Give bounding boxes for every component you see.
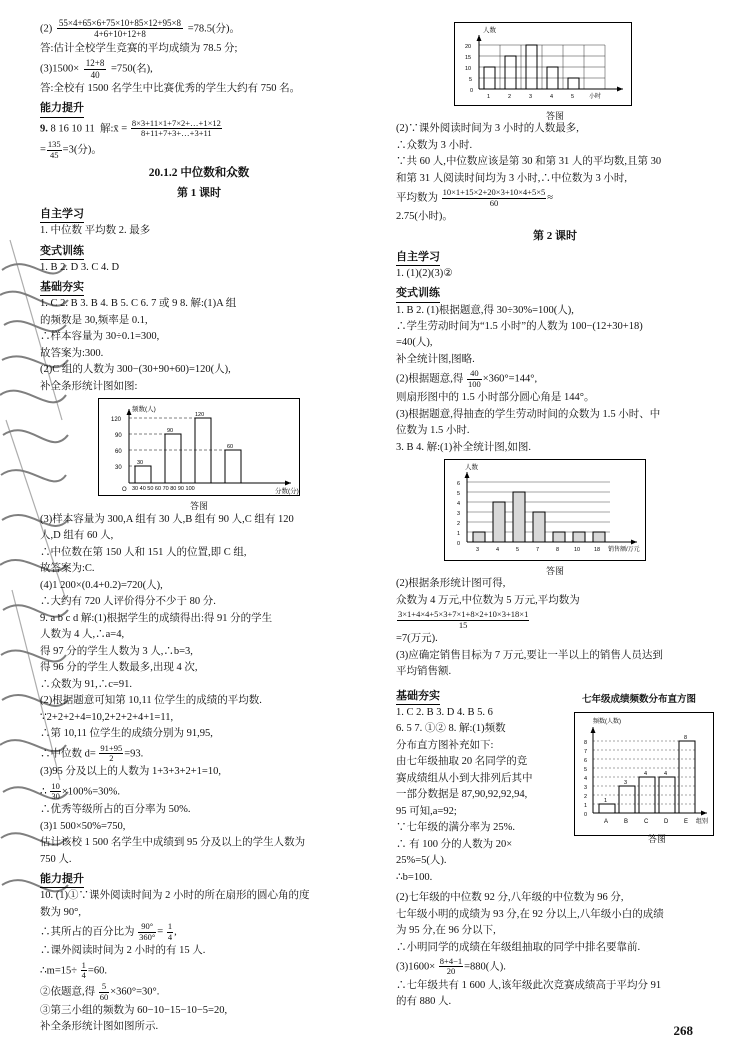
fraction-denominator: 30 <box>51 791 60 802</box>
svg-text:15: 15 <box>465 55 472 61</box>
right-column <box>396 18 714 1018</box>
right-drill-heading <box>396 283 714 303</box>
final-tail: =880(人). <box>464 961 506 973</box>
top-bar-chart <box>454 22 632 106</box>
right-base-2j: ∴b=100. <box>396 871 433 883</box>
right-drill-1b: ∴学生劳动时间为“1.5 小时”的人数为 100−(12+30+18) <box>396 321 643 332</box>
svg-text:1: 1 <box>457 531 461 538</box>
final-fraction <box>439 957 463 977</box>
fraction-numerator: 55×4+65×6+75×10+85×12+95×8 <box>58 18 182 28</box>
base-answer-9c: 得 97 分的学生人数为 3 人,∴b=3, <box>40 645 193 657</box>
percent-lead: ∴ <box>40 785 47 797</box>
svg-text:5: 5 <box>571 94 575 100</box>
fraction-numerator: 1 <box>81 959 86 970</box>
svg-text:0: 0 <box>457 541 461 548</box>
angle2-fraction <box>467 369 482 389</box>
base-answer-3d: 故答案为:C. <box>40 563 95 575</box>
right-self-study-heading <box>396 247 714 267</box>
problem-3-lead: 1500× <box>52 63 80 75</box>
angle-lead: ②依题意,得 <box>40 986 96 998</box>
self-study-answer-1: 1. 中位数 平均数 2. 最多 <box>40 225 151 237</box>
right-q2d: 和第 31 人阅读时间均为 3 小时,∴中位数为 3 小时, <box>396 172 627 184</box>
base-answer-10c <box>40 922 358 942</box>
fraction-denominator: 60 <box>99 991 109 1002</box>
base-answer-1b: 的频数是 30,频率是 0.1, <box>40 314 148 326</box>
svg-text:6: 6 <box>584 757 588 764</box>
right-base-2h: ∴ 有 100 分的人数为 20× <box>396 838 513 850</box>
svg-text:4: 4 <box>664 770 668 777</box>
svg-text:5: 5 <box>457 491 461 498</box>
base-answer-9h: ∴第 10,11 位学生的成绩分别为 91,95, <box>40 728 213 740</box>
svg-text:B: B <box>624 818 629 825</box>
problem-2-fraction <box>57 18 183 40</box>
fraction-numerator: 90° <box>138 922 156 932</box>
svg-text:0: 0 <box>584 811 588 818</box>
median-lead: ∴中位数 d= <box>40 747 96 759</box>
fraction-denominator: 15 <box>458 619 468 630</box>
fraction-numerator: 1 <box>167 921 173 932</box>
right-base-2b: 分布直方图补充如下: <box>396 739 494 751</box>
base-answer-9l: ∴优秀等级所占的百分率为 50%. <box>40 804 191 816</box>
base-answer-1e: (2)C 组的人数为 300−(30+90+60)=120(人), <box>40 364 231 376</box>
m-lead: ∴m=15÷ <box>40 964 78 976</box>
base-answer-9e: ∴众数为 91,∴c=91. <box>40 678 132 690</box>
problem-9-result-tail: =3(分)。 <box>62 144 102 156</box>
base-answer-9i <box>40 744 358 764</box>
svg-text:1: 1 <box>487 94 491 100</box>
problem-9-result-fraction <box>47 140 62 160</box>
top-bar-chart-svg <box>455 23 631 105</box>
fraction-numerator: 8+4−1 <box>439 956 463 967</box>
base-answer-10g: ③第三小组的频数为 60−10−15−10−5=20, <box>40 1004 228 1016</box>
svg-text:30 40 50 60 70 80 90 100: 30 40 50 60 70 80 90 100 <box>132 486 195 493</box>
svg-text:7: 7 <box>584 748 588 755</box>
svg-text:30: 30 <box>137 460 144 467</box>
svg-text:2: 2 <box>508 94 512 100</box>
mid-bar-chart-svg <box>445 460 645 560</box>
m-fraction <box>81 961 87 981</box>
base-answer-1c: ∴样本容量为 30÷0.1=300, <box>40 331 160 343</box>
right-base-2f: 95 可知,a=92; <box>396 805 457 817</box>
bottom-histogram <box>574 712 714 836</box>
problem-2-label: (2) <box>40 23 53 35</box>
percent-tail: ×100%=30%. <box>61 785 121 797</box>
svg-text:O: O <box>122 487 127 494</box>
median-tail: =93. <box>124 747 144 759</box>
right-base-2d: 赛成绩组从小到大排列后其中 <box>396 772 533 784</box>
right-drill-2 <box>396 369 714 389</box>
right-base-3: (2)七年级的中位数 92 分,八年级的中位数为 96 分, <box>396 892 624 904</box>
angle2-lead: (2)根据题意,得 <box>396 373 464 385</box>
svg-text:销售额/万元: 销售额/万元 <box>608 547 640 554</box>
problem-2-result: =78.5(分)。 <box>187 23 240 35</box>
svg-text:8: 8 <box>684 734 688 741</box>
fraction-denominator: 45 <box>50 149 59 160</box>
problem-2 <box>40 18 358 40</box>
base-answer-9b: 人数为 4 人,∴a=4, <box>40 629 125 641</box>
problem-2-answer: 答:估计全校学生竞赛的平均成绩为 78.5 分; <box>40 42 238 54</box>
fraction-numerator: 91+95 <box>100 742 123 753</box>
svg-text:E: E <box>684 818 689 825</box>
right-drill-2d: 位数为 1.5 小时. <box>396 425 470 437</box>
svg-text:7: 7 <box>536 547 540 554</box>
fraction-denominator: 8+11+7+3+…+3+11 <box>141 127 212 138</box>
base-label-right: 基础夯实 <box>396 689 440 705</box>
right-q2c: ∵共 60 人,中位数应该是第 30 和第 31 人的平均数,且第 30 <box>396 156 662 168</box>
fraction-denominator: 40 <box>90 69 100 80</box>
bottom-histogram-svg <box>575 713 713 835</box>
base-answer-9j: (3)95 分及以上的人数为 1+3+3+2+1=10, <box>40 766 221 778</box>
base-answer-1a: 1. C 2. B 3. B 4. B 5. C 6. 7 或 9 8. 解:(1)A 组 <box>40 298 237 310</box>
right-drill-1d: 补全统计图,图略. <box>396 353 475 365</box>
chapter-title: 20.1.2 中位数和众数 <box>148 166 250 179</box>
base-heading-1 <box>40 277 358 297</box>
bottom-figure-caption: 答图 <box>647 833 666 844</box>
svg-text:4: 4 <box>550 94 554 100</box>
right-base-1: 1. C 2. B 3. D 4. B 5. 6 <box>396 706 493 718</box>
right-drill-1c: =40(人), <box>396 337 433 349</box>
svg-text:5: 5 <box>469 77 473 83</box>
fraction-numerator: 5 <box>99 982 110 992</box>
left-bar-chart-svg <box>99 399 299 495</box>
right-base-2i: 25%=5(人). <box>396 855 447 867</box>
svg-text:2: 2 <box>584 793 588 800</box>
base-answer-3b: 人,D 组有 60 人, <box>40 530 114 542</box>
self-study-label: 自主学习 <box>40 207 84 223</box>
ability-heading-1 <box>40 98 358 118</box>
problem-3-answer: 答:全校有 1500 名学生中比赛优秀的学生大约有 750 名。 <box>40 82 301 94</box>
svg-text:30: 30 <box>115 465 122 472</box>
right-base-3e <box>396 957 714 977</box>
self-study-label-right: 自主学习 <box>396 250 440 266</box>
base-answer-1f: 补全条形统计图如图: <box>40 380 138 392</box>
fraction-denominator: 20 <box>446 966 456 977</box>
final-lead: (3)1600× <box>396 961 436 973</box>
mean-lead: 平均数为 <box>396 192 438 204</box>
right-m2b: 众数为 4 万元,中位数为 5 万元,平均数为 <box>396 594 580 606</box>
svg-text:10: 10 <box>465 66 472 72</box>
fraction-denominator: 4+6+10+12+8 <box>94 29 146 40</box>
svg-text:18: 18 <box>594 547 601 554</box>
base-answer-9o: 750 人. <box>40 853 72 865</box>
svg-text:A: A <box>604 818 609 825</box>
problem-9-fraction <box>131 119 222 139</box>
base-answer-9n: 估计该校 1 500 名学生中成绩到 95 分及以上的学生人数为 <box>40 837 306 849</box>
svg-text:2: 2 <box>457 521 461 528</box>
svg-text:20: 20 <box>465 44 472 50</box>
svg-text:频数(人): 频数(人) <box>132 406 156 414</box>
svg-text:3: 3 <box>624 779 628 786</box>
drill-heading-1 <box>40 241 358 261</box>
problem-3 <box>40 58 358 80</box>
lesson-2-title: 第 2 课时 <box>533 229 577 242</box>
fraction-numerator: 10×1+15×2+20×3+10×4+5×5 <box>442 187 546 198</box>
ratio-tail: , <box>174 926 177 938</box>
base-answer-10d: ∴课外阅读时间为 2 小时的有 15 人. <box>40 945 206 957</box>
base-answer-9a: 9. a b c d 解:(1)根据学生的成绩得出:得 91 分的学生 <box>40 612 273 624</box>
fraction-numerator: 3×1+4×4+5×3+7×1+8×2+10×3+18×1 <box>398 609 529 620</box>
percent-fraction <box>50 782 61 802</box>
svg-text:60: 60 <box>115 449 122 456</box>
drill-label-right: 变式训练 <box>396 286 440 302</box>
right-q2e <box>396 188 714 208</box>
self-study-heading-1 <box>40 204 358 224</box>
median-fraction <box>99 744 123 764</box>
angle-fraction <box>99 982 110 1002</box>
svg-text:6: 6 <box>457 481 461 488</box>
problem-9-values: 8 16 10 11 <box>50 122 95 134</box>
right-base-2g: ∵七年级的满分率为 25%. <box>396 822 515 834</box>
svg-text:90: 90 <box>167 428 174 435</box>
m-tail: =60. <box>87 964 107 976</box>
ratio-equals: = <box>157 926 164 938</box>
svg-text:4: 4 <box>457 501 461 508</box>
problem-9 <box>40 119 358 139</box>
right-base-2: 6. 5 7. ①② 8. 解:(1)频数 <box>396 723 506 735</box>
svg-text:1: 1 <box>604 797 608 804</box>
svg-text:4: 4 <box>496 547 500 554</box>
fraction-denominator: 60 <box>489 197 499 208</box>
problem-9-label: 9. <box>40 122 48 134</box>
mean2-fraction <box>397 610 529 630</box>
fraction-denominator: 4 <box>167 931 173 942</box>
svg-text:0: 0 <box>470 88 474 94</box>
page-number: 268 <box>673 1023 693 1038</box>
right-m2c <box>396 610 714 630</box>
base-answer-9d: 得 96 分的学生人数最多,出现 4 次, <box>40 662 198 674</box>
svg-text:10: 10 <box>574 547 581 554</box>
right-q2a: (2)∵课外阅读时间为 3 小时的人数最多, <box>396 123 579 135</box>
ability-heading-label-2: 能力提升 <box>40 872 84 888</box>
svg-text:3: 3 <box>476 547 480 554</box>
base-answer-10h: 补全条形统计图如图所示. <box>40 1021 159 1033</box>
right-base-3d: ∴小明同学的成绩在年级组抽取的同学中排名要靠前. <box>396 941 641 953</box>
fraction-denominator: 2 <box>109 752 114 763</box>
base-answer-10e <box>40 961 358 981</box>
svg-text:D: D <box>664 818 669 825</box>
svg-text:1: 1 <box>584 802 588 809</box>
lesson-1-title: 第 1 课时 <box>177 186 221 199</box>
right-m2a: (2)根据条形统计图可得, <box>396 578 506 590</box>
svg-text:人数: 人数 <box>483 27 496 34</box>
right-base-3b: 七年级小明的成绩为 93 分,在 92 分以上,八年级小白的成绩 <box>396 908 664 920</box>
svg-text:频数(人数): 频数(人数) <box>593 718 621 725</box>
angle2-tail: ×360°=144°, <box>482 373 538 385</box>
right-q2f: 2.75(小时)。 <box>396 211 453 223</box>
svg-text:5: 5 <box>516 547 520 554</box>
base-answer-3e: (4)1 200×(0.4+0.2)=720(人), <box>40 579 163 591</box>
svg-text:60: 60 <box>227 444 234 451</box>
svg-text:120: 120 <box>111 417 122 424</box>
ratio-lead: ∴其所占的百分比为 <box>40 926 135 938</box>
drill-label: 变式训练 <box>40 244 84 260</box>
fraction-denominator: 100 <box>468 378 481 389</box>
base-answer-3f: ∴大约有 720 人评价得分不少于 80 分. <box>40 596 216 608</box>
base-answer-3a: (3)样本容量为 300,A 组有 30 人,B 组有 90 人,C 组有 120 <box>40 513 294 525</box>
right-drill-2b: 则扇形图中的 1.5 小时部分圆心角是 144°。 <box>396 392 595 404</box>
base-answer-3c: ∴中位数在第 150 人和 151 人的位置,即 C 组, <box>40 546 247 558</box>
angle-tail: ×360°=30°. <box>110 986 160 998</box>
mid-bar-chart <box>444 459 646 561</box>
right-drill-2c: (3)根据题意,得抽查的学生劳动时间的众数为 1.5 小时、中 <box>396 408 661 420</box>
svg-text:4: 4 <box>584 775 588 782</box>
ability-heading-label: 能力提升 <box>40 101 84 117</box>
bottom-figure-title: 七年级成绩频数分布直方图 <box>581 694 696 705</box>
svg-text:3: 3 <box>457 511 461 518</box>
fraction-numerator: 12+8 <box>85 58 105 69</box>
right-drill-3: 3. B 4. 解:(1)补全统计图,如图. <box>396 441 532 453</box>
right-base-3f: ∴七年级共有 1 600 人,该年级此次竞赛成绩高于平均分 91 <box>396 979 662 991</box>
right-base-2c: 由七年级抽取 20 名同学的竞 <box>396 756 528 768</box>
fraction-numerator: 40 <box>467 369 482 379</box>
svg-text:人数: 人数 <box>465 464 478 472</box>
fraction-numerator: 135 <box>47 139 61 150</box>
base-answer-10a: 10. (1)①∵课外阅读时间为 2 小时的所在扇形的圆心角的度 <box>40 890 310 902</box>
right-m2e: (3)应确定销售目标为 7 万元,要让一半以上的销售人员达到 <box>396 649 663 661</box>
svg-text:3: 3 <box>584 784 588 791</box>
ratio-fraction-2 <box>167 922 173 942</box>
base-answer-9m: (3)1 500×50%=750, <box>40 820 126 832</box>
right-q2b: ∴众数为 3 小时. <box>396 139 473 151</box>
base-answer-1d: 故答案为:300. <box>40 347 104 359</box>
ability-heading-2 <box>40 869 358 889</box>
base-answer-9g: ∵2+2+2+4=10,2+2+2+4+1=11, <box>40 711 174 723</box>
fraction-denominator: 4 <box>81 969 86 980</box>
ratio-fraction-1 <box>138 922 156 942</box>
right-self-study-answer: 1. (1)(2)(3)② <box>396 267 453 279</box>
left-bar-chart <box>98 398 300 496</box>
svg-text:分数(分): 分数(分) <box>275 488 299 496</box>
svg-text:8: 8 <box>556 547 560 554</box>
base-label: 基础夯实 <box>40 280 84 296</box>
problem-3-result: =750(名), <box>111 63 153 75</box>
svg-text:4: 4 <box>644 770 648 777</box>
right-drill-1a: 1. B 2. (1)根据题意,得 30÷30%=100(人), <box>396 304 574 316</box>
mean-fraction <box>442 188 547 208</box>
base-answer-10b: 数为 90°, <box>40 906 81 918</box>
fraction-numerator: 10 <box>51 780 60 791</box>
svg-text:小时: 小时 <box>589 94 602 100</box>
svg-text:3: 3 <box>529 94 533 100</box>
drill-answers-1: 1. B 2. D 3. C 4. D <box>40 261 120 273</box>
base-answer-9k <box>40 782 358 802</box>
svg-text:5: 5 <box>584 766 588 773</box>
left-figure-caption: 答图 <box>189 501 208 512</box>
right-base-3c: 为 95 分,在 96 分以下, <box>396 925 496 937</box>
top-figure-caption: 答图 <box>545 111 564 121</box>
mid-figure-caption: 答图 <box>545 566 564 577</box>
problem-9-result: = $\frac{135}{45}$ =3(分)。 <box>40 139 102 160</box>
svg-text:组别: 组别 <box>696 818 709 825</box>
base-answer-9f: (2)根据题意可知第 10,11 位学生的成绩的平均数. <box>40 695 262 707</box>
right-m2f: 平均销售额. <box>396 666 452 678</box>
right-base-2e: 一部分数据是 87,90,92,92,94, <box>396 789 528 801</box>
svg-text:120: 120 <box>195 412 205 419</box>
fraction-denominator: 360° <box>139 931 156 942</box>
svg-text:8: 8 <box>584 739 588 746</box>
right-base-3g: 的有 880 人. <box>396 996 452 1008</box>
right-m2d: =7(万元). <box>396 633 438 645</box>
fraction-numerator: 8×3+11×1+7×2+…+1×12 <box>131 117 221 128</box>
left-column <box>40 18 358 1033</box>
base-answer-10f <box>40 982 358 1002</box>
problem-3-fraction <box>84 58 107 80</box>
svg-text:C: C <box>644 818 649 825</box>
mean-tail: ≈ <box>547 192 554 204</box>
problem-3-label: (3) <box>40 63 53 75</box>
svg-text:90: 90 <box>115 433 122 440</box>
problem-9-solve: 解:x̄ = <box>100 122 128 134</box>
